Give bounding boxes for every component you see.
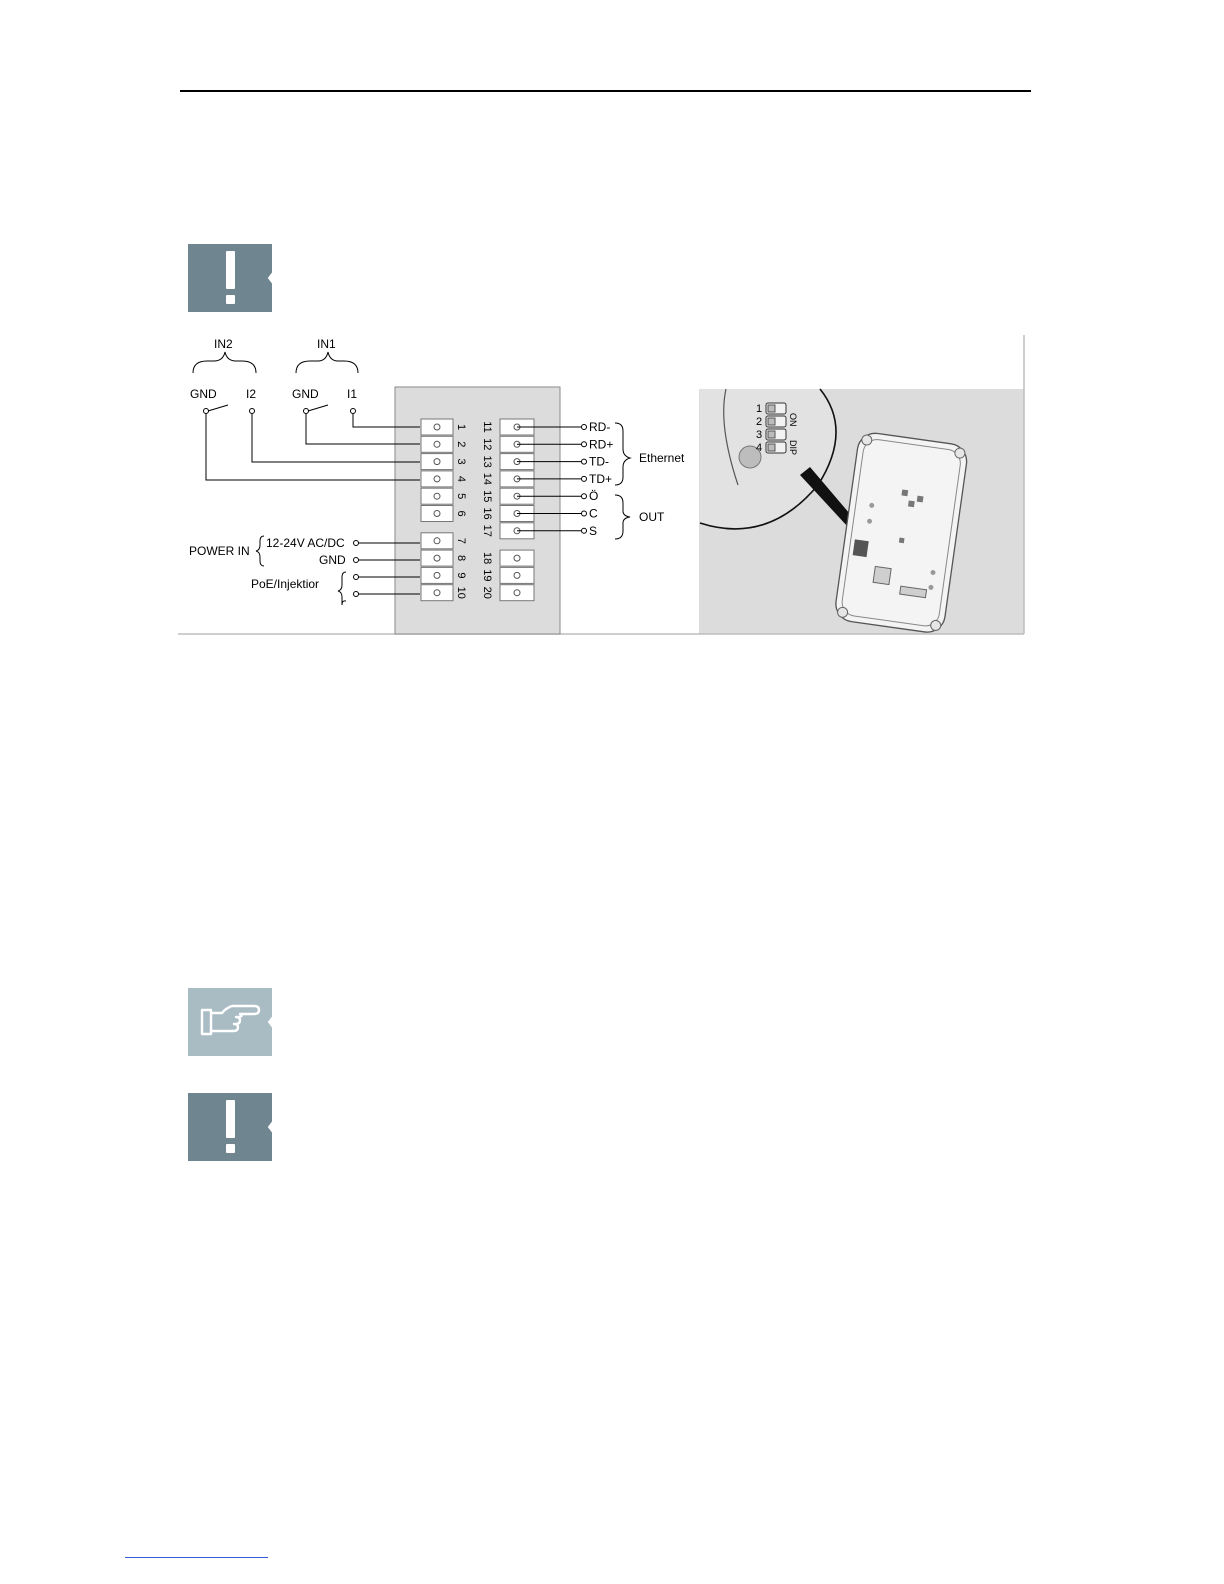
svg-text:3: 3 (756, 429, 763, 441)
signal-label: RD- (589, 420, 611, 434)
svg-text:1: 1 (756, 403, 763, 415)
power-in-label: POWER IN (189, 544, 250, 558)
ethernet-brace (615, 423, 630, 485)
out-brace (615, 495, 630, 539)
terminal-number: 19 (481, 569, 494, 582)
terminal-20 (481, 585, 534, 601)
terminal-number: 9 (455, 572, 468, 579)
dip-on-label: ON (788, 413, 798, 427)
power-gnd-label: GND (319, 553, 346, 567)
terminal-10 (421, 585, 467, 601)
in2-i-label: I2 (246, 387, 257, 401)
poe-label: PoE/Injektior (251, 577, 320, 591)
power-brace (256, 536, 264, 566)
footer-link-rule (125, 1557, 268, 1558)
signal-label: C (589, 506, 598, 521)
in1-i-label: I1 (347, 387, 358, 401)
terminal-number: 4 (455, 475, 468, 482)
dip-switch-2 (756, 416, 786, 428)
dip-switch-1 (756, 403, 786, 415)
signal-label: TD+ (589, 471, 613, 486)
pointing-hand-icon (188, 988, 272, 1056)
terminal-number: 6 (455, 510, 468, 517)
in2-gnd-label: GND (190, 387, 217, 401)
terminal-number: 17 (481, 524, 494, 537)
terminal-19 (481, 567, 534, 583)
svg-text:4: 4 (756, 442, 763, 454)
terminal-number: 8 (455, 555, 468, 562)
header-rule (180, 90, 1031, 92)
signal-label: Ö (589, 489, 599, 504)
signal-label: TD- (589, 454, 609, 469)
in2-label: IN2 (214, 337, 233, 351)
in1-gnd-label: GND (292, 387, 319, 401)
terminal-number: 12 (481, 438, 494, 451)
terminal-number: 7 (455, 537, 468, 544)
terminal-number: 15 (481, 490, 494, 503)
poe-brace (338, 572, 346, 605)
terminal-number: 1 (455, 423, 468, 431)
dip-dip-label: DIP (788, 440, 798, 456)
warning-icon-bottom (188, 1093, 272, 1161)
ethernet-label: Ethernet (639, 451, 685, 465)
svg-text:2: 2 (756, 416, 763, 428)
dip-switch-4 (756, 442, 786, 454)
in2-brace (193, 352, 256, 373)
terminal-block (395, 387, 560, 634)
signal-label: S (589, 523, 598, 538)
power-voltage-label: 12-24V AC/DC (266, 536, 345, 550)
wiring-diagram (178, 335, 1026, 636)
terminal-number: 20 (481, 586, 494, 599)
terminal-number: 18 (481, 551, 494, 565)
terminal-number: 14 (481, 472, 494, 486)
dip-switch-3 (756, 429, 786, 441)
warning-icon (188, 244, 272, 312)
in1-label: IN1 (317, 337, 336, 351)
out-label: OUT (639, 510, 665, 524)
terminal-number: 16 (481, 507, 494, 520)
terminal-number: 2 (455, 441, 468, 448)
in1-brace (296, 352, 358, 373)
signal-label: RD+ (589, 437, 614, 452)
note-icon (188, 988, 272, 1056)
terminal-number: 5 (455, 493, 468, 500)
terminal-18 (481, 550, 534, 566)
terminal-number: 13 (481, 455, 494, 468)
terminal-number: 3 (455, 458, 468, 465)
terminal-number: 11 (481, 421, 494, 433)
terminal-number: 10 (455, 586, 468, 599)
